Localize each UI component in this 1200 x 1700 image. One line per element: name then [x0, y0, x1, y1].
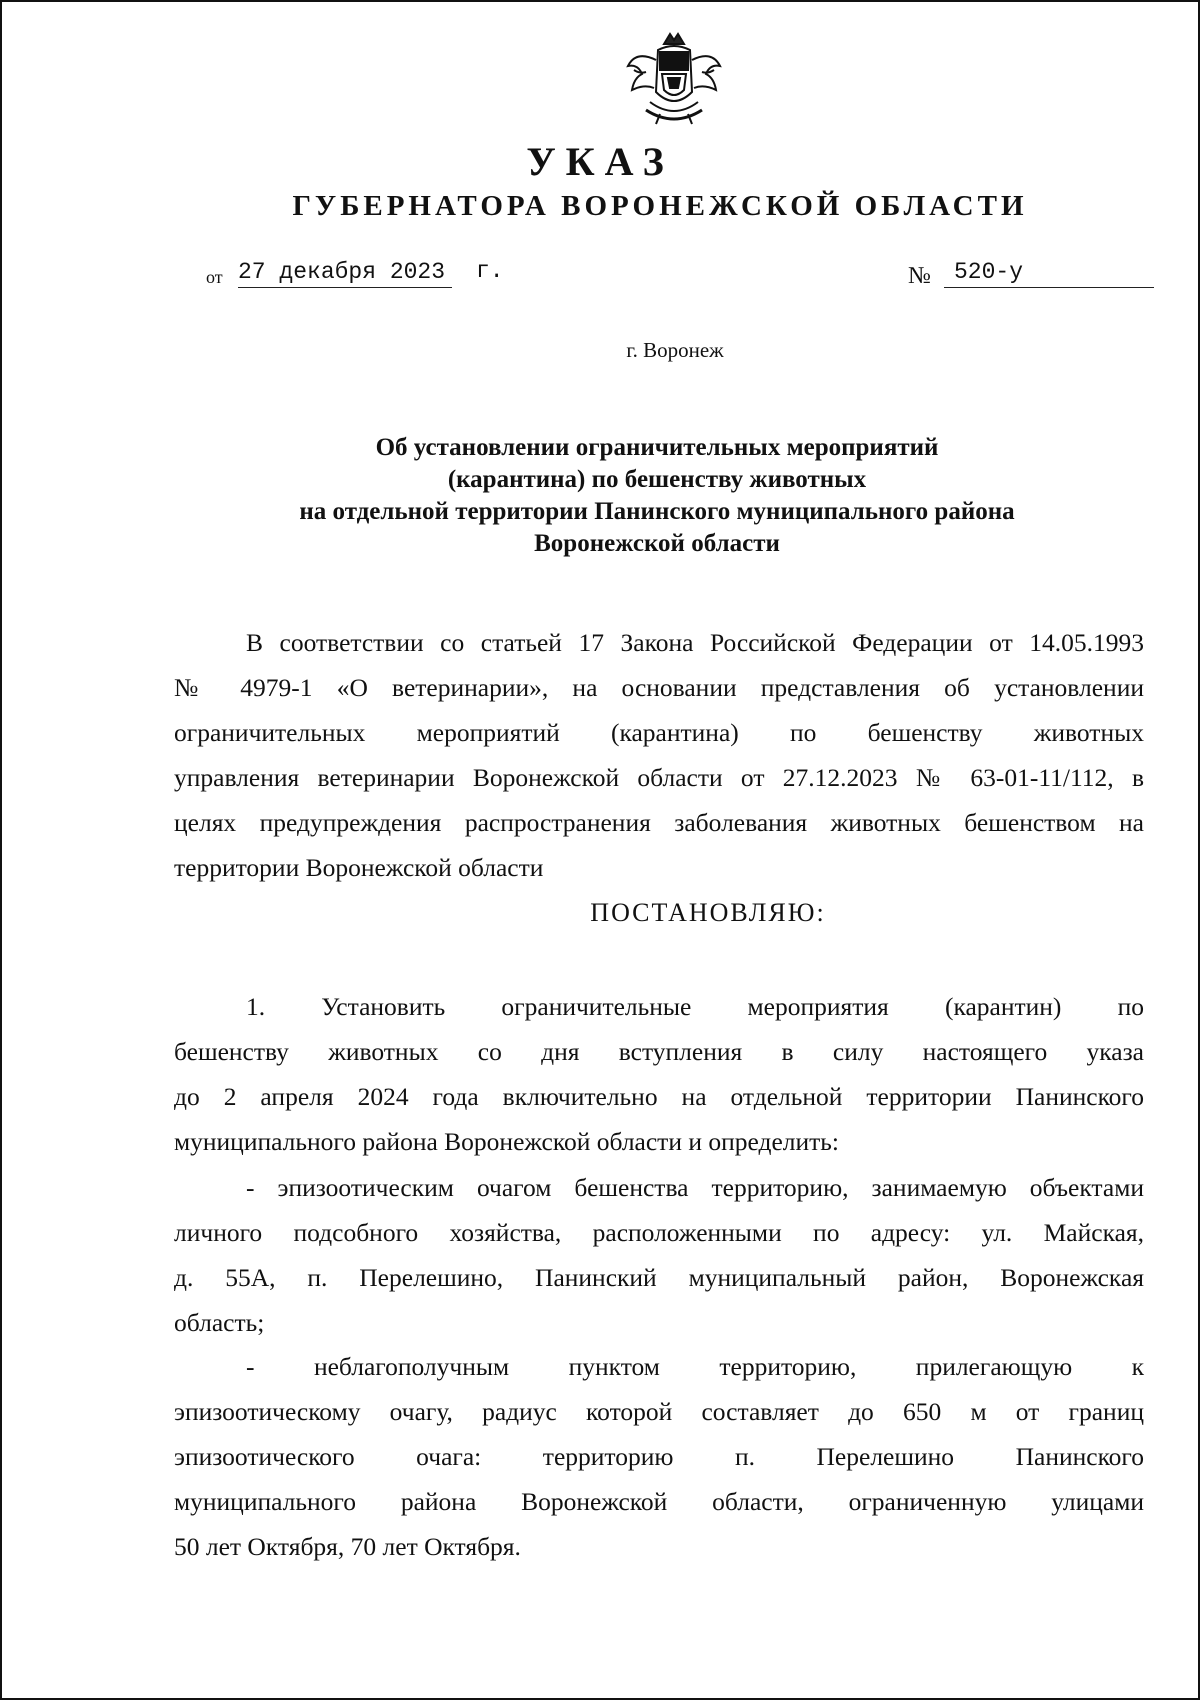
issuer-title: ГУБЕРНАТОРА ВОРОНЕЖСКОЙ ОБЛАСТИ	[292, 190, 1028, 222]
text-line: - эпизоотическим очагом бешенства территорию, занимаемую объектами	[246, 1173, 1144, 1202]
item-1-outbreak-paragraph	[174, 1165, 1144, 1345]
city-name: г. Воронеж	[626, 338, 724, 362]
text-line: д. 55А, п. Перелешино, Панинский муниципальный район, Воронежская	[174, 1263, 1144, 1292]
number-prefix: №	[908, 263, 931, 289]
text-line: муниципального района Воронежской области и определить:	[174, 1127, 840, 1156]
text-line: бешенству животных со дня вступления в силу настоящего указа	[174, 1037, 1144, 1066]
text-line: управления ветеринарии Воронежской области от 27.12.2023 № 63-01-11/112, в	[174, 763, 1144, 792]
title-line: Воронежской области	[534, 530, 780, 557]
item-1-affected-area-paragraph	[174, 1344, 1144, 1569]
decree-number	[908, 252, 1148, 292]
decree-subject-title	[242, 432, 1072, 560]
text-line: В соответствии со статьей 17 Закона Российской Федерации от 14.05.1993	[246, 628, 1144, 657]
item-1-paragraph	[174, 984, 1144, 1164]
text-line: эпизоотическому очагу, радиус которой составляет до 650 м от границ	[174, 1397, 1144, 1426]
text-line: № 4979-1 «О ветеринарии», на основании представления об установлении	[174, 673, 1144, 702]
preamble-paragraph	[174, 620, 1144, 890]
title-line: на отдельной территории Панинского муниципального района	[299, 498, 1015, 525]
text-line: - неблагополучным пунктом территорию, прилегающую к	[246, 1352, 1144, 1381]
text-line: муниципального района Воронежской области, ограниченную улицами	[174, 1487, 1144, 1516]
text-line: территории Воронежской области	[174, 853, 544, 882]
date-value: 27 декабря 2023	[238, 259, 452, 288]
text-line: личного подсобного хозяйства, расположенными по адресу: ул. Майская,	[174, 1218, 1144, 1247]
text-line: 1. Установить ограничительные мероприятия (карантин) по	[246, 992, 1144, 1021]
title-line: (карантина) по бешенству животных	[447, 466, 867, 493]
voronezh-coat-of-arms-icon	[620, 30, 728, 130]
text-line: ограничительных мероприятий (карантина) по бешенству животных	[174, 718, 1144, 747]
date-prefix: от	[206, 267, 223, 287]
date-suffix: г.	[476, 258, 504, 284]
decree-date	[206, 252, 516, 292]
document-type-title: УКАЗ	[526, 139, 674, 184]
text-line: до 2 апреля 2024 года включительно на отдельной территории Панинского	[174, 1082, 1144, 1111]
text-line: область;	[174, 1308, 265, 1337]
text-line: эпизоотического очага: территорию п. Перелешино Панинского	[174, 1442, 1144, 1471]
text-line: целях предупреждения распространения заболевания животных бешенством на	[174, 808, 1144, 837]
text-line: 50 лет Октября, 70 лет Октября.	[174, 1532, 521, 1561]
number-value: 520-у	[944, 259, 1154, 288]
title-line: Об установлении ограничительных мероприятий	[375, 434, 939, 461]
decree-operative-word: ПОСТАНОВЛЯЮ:	[590, 898, 826, 927]
